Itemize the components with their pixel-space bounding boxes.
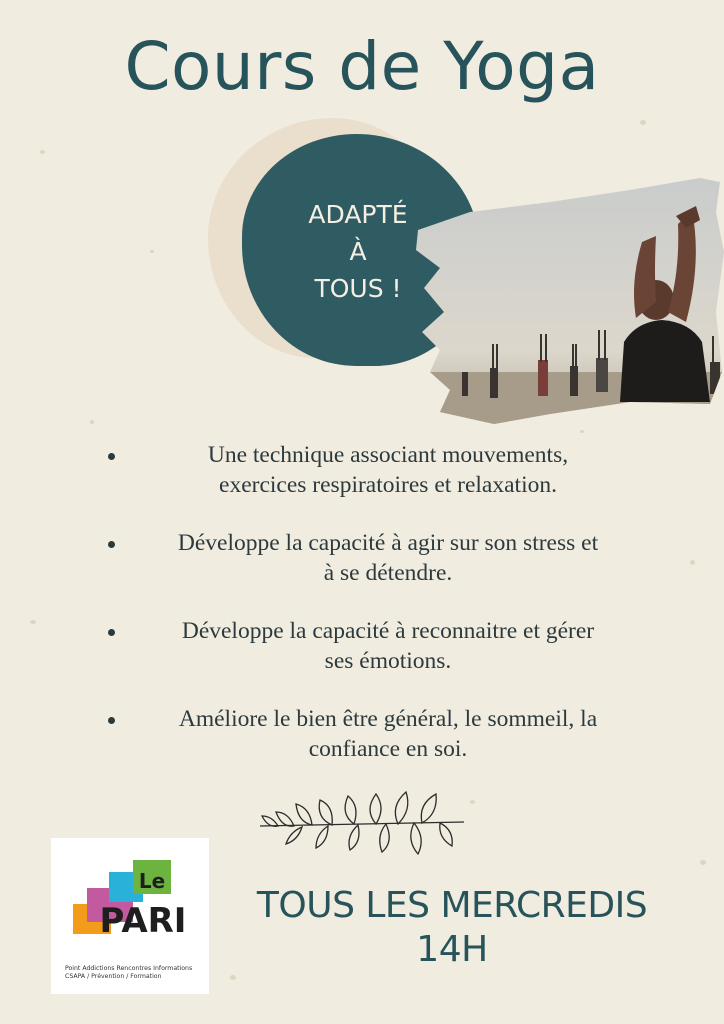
logo-word: Le xyxy=(138,869,166,893)
logo-graphic xyxy=(51,838,209,994)
logo-tagline: CSAPA / Prévention / Formation xyxy=(65,973,162,980)
list-item xyxy=(100,440,660,500)
schedule xyxy=(232,884,672,972)
le-pari-logo xyxy=(51,838,209,994)
bullet-dot xyxy=(108,541,115,548)
list-item-line: ses émotions. xyxy=(324,648,452,674)
benefits-list xyxy=(100,440,660,792)
list-item xyxy=(100,528,660,588)
list-item-line: Améliore le bien être général, le sommeil, la xyxy=(178,706,598,732)
yoga-class-photo xyxy=(410,172,724,427)
list-item xyxy=(100,704,660,764)
list-item-line: confiance en soi. xyxy=(308,736,468,762)
list-item-line: Développe la capacité à agir sur son stress et xyxy=(177,530,599,556)
list-item-line: exercices respiratoires et relaxation. xyxy=(219,472,557,498)
bullet-dot xyxy=(108,717,115,724)
list-item xyxy=(100,616,660,676)
page-title: Cours de Yoga xyxy=(124,28,600,105)
leaf-branch-icon xyxy=(258,786,468,858)
logo-tagline: Point Addictions Rencontres Informations xyxy=(65,965,193,972)
list-item-line: à se détendre. xyxy=(323,560,453,586)
schedule-day: TOUS LES MERCREDIS xyxy=(256,885,648,926)
list-item-line: Développe la capacité à reconnaitre et gérer xyxy=(181,618,595,644)
logo-word: PARI xyxy=(99,901,187,941)
badge-line: À xyxy=(349,237,367,266)
schedule-time: 14H xyxy=(416,929,488,970)
badge-line: TOUS ! xyxy=(314,274,402,303)
list-item-line: Une technique associant mouvements, xyxy=(207,442,569,468)
badge-line: ADAPTÉ xyxy=(308,200,408,229)
bullet-dot xyxy=(108,453,115,460)
bullet-dot xyxy=(108,629,115,636)
